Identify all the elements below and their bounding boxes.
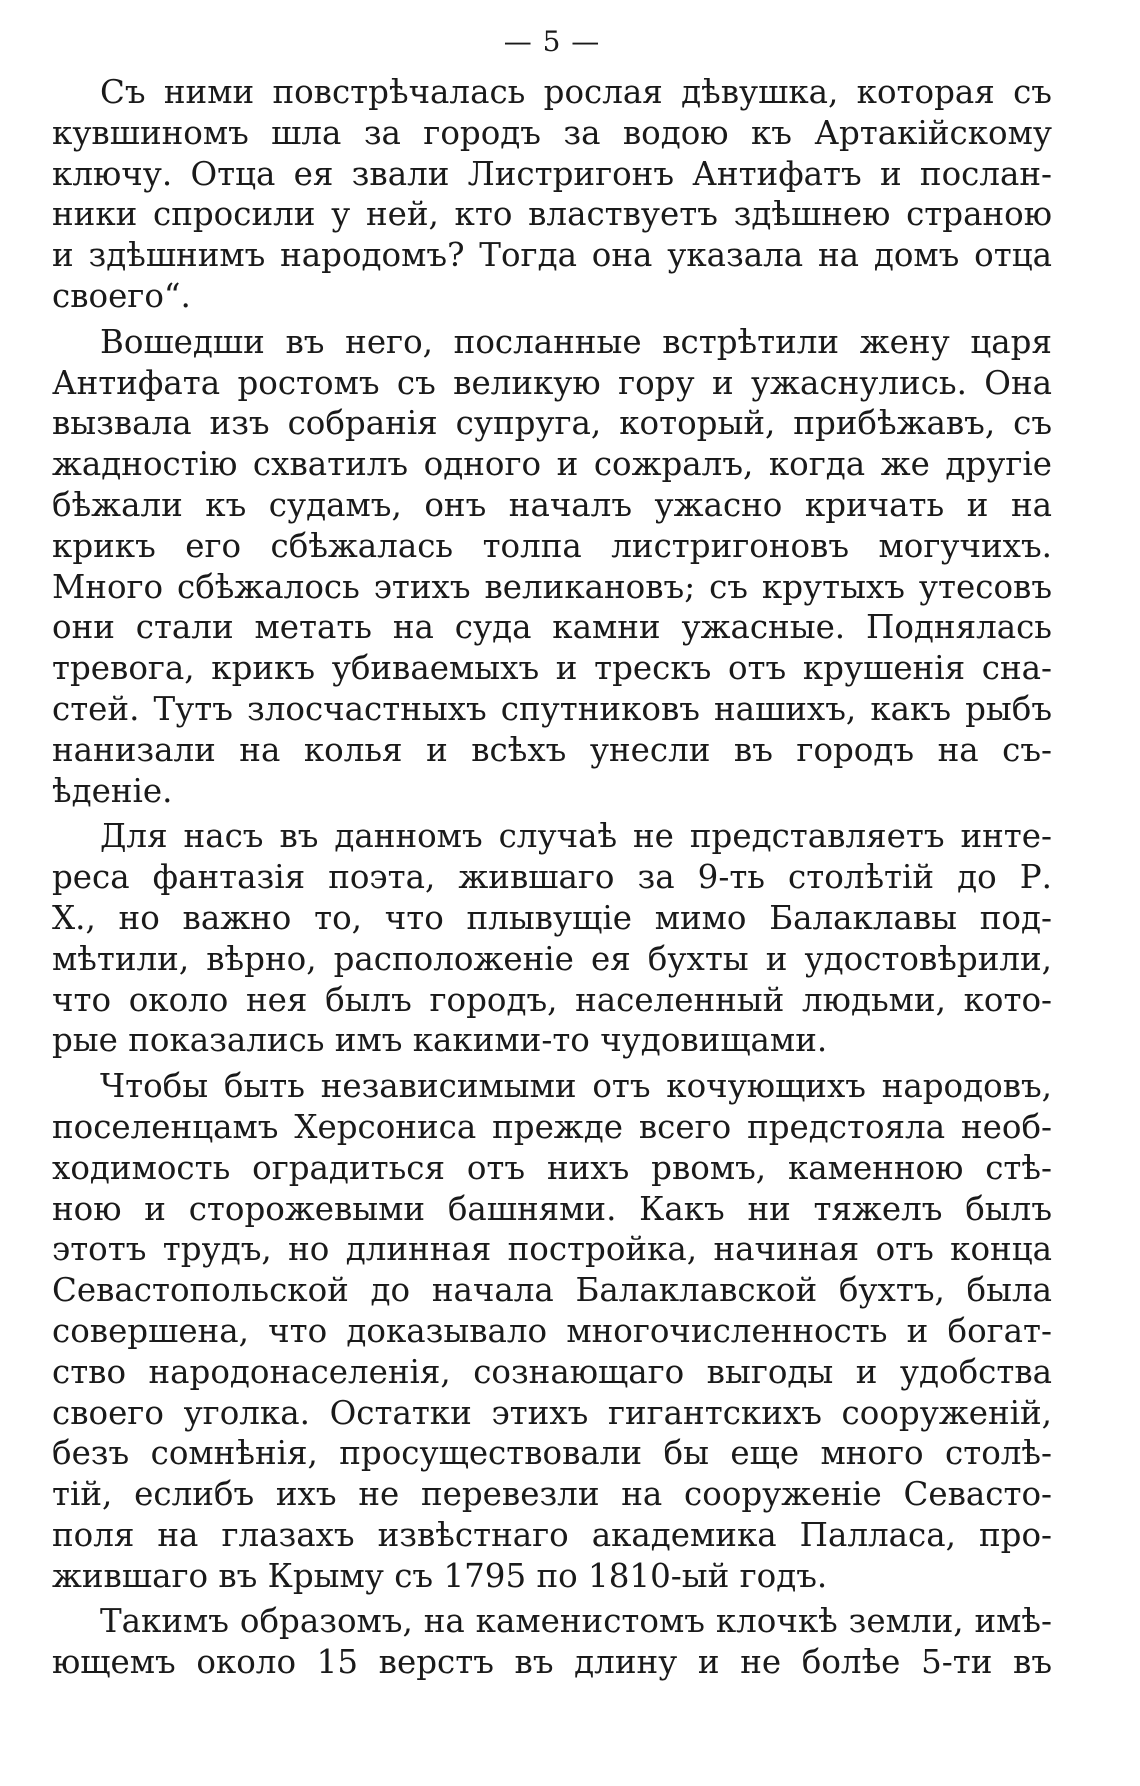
text-line: кувшиномъ шла за городъ за водою къ Артакійскому (52, 113, 1052, 152)
text-line: Антифата ростомъ съ великую гору и ужаснулись. Она (52, 363, 1052, 402)
text-line: Для насъ въ данномъ случаѣ не представляетъ инте- (100, 817, 1052, 856)
text-line: ключу. Отца ея звали Листригонъ Антифатъ и послан- (52, 154, 1052, 193)
text-line: бѣжали къ судамъ, онъ началъ ужасно кричать и на (52, 485, 1052, 524)
text-line: жившаго въ Крыму съ 1795 по 1810-ый годъ. (52, 1556, 828, 1595)
text-line: они стали метать на суда камни ужасные. Поднялась (52, 608, 1052, 647)
text-line: вызвала изъ собранія супруга, который, прибѣжавъ, съ (52, 404, 1052, 443)
text-line: тревога, крикъ убиваемыхъ и трескъ отъ крушенія сна- (52, 649, 1052, 688)
text-line: ходимость оградиться отъ нихъ рвомъ, каменною стѣ- (52, 1148, 1052, 1187)
text-line: крикъ его сбѣжалась толпа листригоновъ могучихъ. (52, 526, 1052, 565)
text-line: Съ ними повстрѣчалась рослая дѣвушка, которая съ (100, 73, 1052, 111)
text-line: тій, еслибъ ихъ не перевезли на сооруженіе Севасто- (52, 1475, 1052, 1514)
text-line: мѣтили, вѣрно, расположеніе ея бухты и удостовѣрили, (52, 939, 1052, 978)
text-line: Такимъ образомъ, на каменистомъ клочкѣ земли, имѣ- (100, 1602, 1052, 1641)
text-line: поля на глазахъ извѣстнаго академика Палласа, про- (52, 1515, 1052, 1554)
text-line: и здѣшнимъ народомъ? Тогда она указала на домъ отца (52, 236, 1052, 275)
text-line: жадностію схватилъ одного и сожралъ, когда же другіе (52, 445, 1052, 484)
text-line: рые показались имъ какими-то чудовищами. (52, 1021, 828, 1060)
text-line: этотъ трудъ, но длинная постройка, начиная отъ конца (52, 1230, 1052, 1269)
text-line: реса фантазія поэта, жившаго за 9-ть столѣтій до Р. (52, 858, 1052, 897)
text-line: ѣденіе. (52, 771, 173, 810)
text-line: что около нея былъ городъ, населенный людьми, кото- (52, 980, 1052, 1019)
paragraph (52, 72, 1052, 317)
text-line: своего уголка. Остатки этихъ гигантскихъ сооруженій, (52, 1393, 1052, 1432)
document-page (52, 20, 1052, 1760)
text-line: стей. Тутъ злосчастныхъ спутниковъ нашихъ, какъ рыбъ (52, 689, 1052, 728)
paragraph (52, 1066, 1052, 1596)
text-line: ющемъ около 15 верстъ въ длину и не болѣе 5-ти въ (52, 1643, 1052, 1682)
text-line: ною и сторожевыми башнями. Какъ ни тяжелъ былъ (52, 1189, 1052, 1228)
text-body (52, 72, 1052, 1683)
text-line: ники спросили у ней, кто властвуетъ здѣшнею страною (52, 195, 1052, 234)
text-line: Севастопольской до начала Балаклавской бухтъ, была (52, 1271, 1052, 1310)
text-line: поселенцамъ Херсониса прежде всего предстояла необ- (52, 1107, 1052, 1146)
text-line: Чтобы быть независимыми отъ кочующихъ народовъ, (100, 1067, 1052, 1106)
text-line: своего“. (52, 276, 191, 315)
paragraph (52, 322, 1052, 812)
text-line: нанизали на колья и всѣхъ унесли въ городъ на съ- (52, 730, 1052, 769)
text-line: Х., но важно то, что плывущіе мимо Балаклавы под- (52, 898, 1052, 937)
text-line: Вошедши въ него, посланные встрѣтили жену царя (100, 322, 1052, 361)
text-line: Много сбѣжалось этихъ великановъ; съ крутыхъ утесовъ (52, 567, 1052, 606)
paragraph (52, 1601, 1052, 1683)
text-line: ство народонаселенія, сознающаго выгоды и удобства (52, 1352, 1052, 1391)
page-number: — 5 — (503, 25, 601, 58)
paragraph (52, 816, 1052, 1061)
text-line: совершена, что доказывало многочисленность и богат- (52, 1311, 1052, 1350)
text-line: безъ сомнѣнія, просуществовали бы еще много столѣ- (52, 1434, 1052, 1473)
